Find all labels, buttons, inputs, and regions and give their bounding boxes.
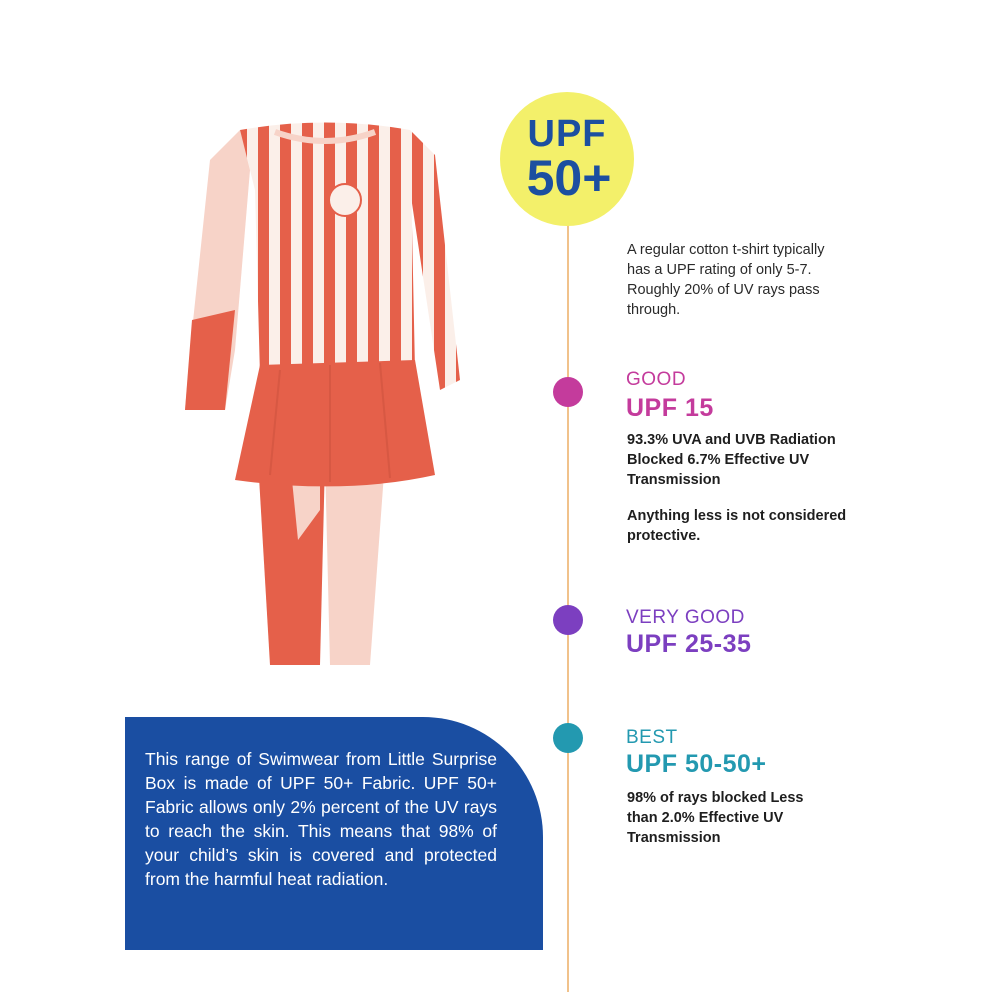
good-marker-dot: [553, 377, 583, 407]
very-good-label: VERY GOOD: [626, 607, 745, 628]
intro-text: A regular cotton t-shirt typically has a UPF rating of only 5-7. Roughly 20% of UV rays pass through.: [627, 242, 825, 318]
good-description: 93.3% UVA and UVB Radiation Blocked 6.7% Effective UV Transmission: [627, 432, 836, 488]
good-label: GOOD: [626, 369, 687, 390]
best-label: BEST: [626, 727, 678, 748]
badge-rating-text: 50+: [526, 150, 612, 206]
upf-50-badge: [500, 92, 634, 226]
best-marker-dot: [553, 723, 583, 753]
good-upf-value: UPF 15: [626, 394, 714, 422]
swimsuit-product-image: [170, 110, 480, 680]
very-good-upf-value: UPF 25-35: [626, 630, 752, 658]
info-box-text: This range of Swimwear from Little Surprise Box is made of UPF 50+ Fabric. UPF 50+ Fabric allows only 2% percent of the UV rays to reach the skin. This means that 98% of your child’s skin is covered and protected from the harmful heat radiation.: [145, 749, 497, 889]
best-description: 98% of rays blocked Less than 2.0% Effective UV Transmission: [627, 790, 804, 846]
badge-upf-text: UPF: [527, 113, 607, 155]
very-good-marker-dot: [553, 605, 583, 635]
good-note: Anything less is not considered protective.: [627, 508, 847, 544]
best-upf-value: UPF 50-50+: [626, 750, 767, 778]
